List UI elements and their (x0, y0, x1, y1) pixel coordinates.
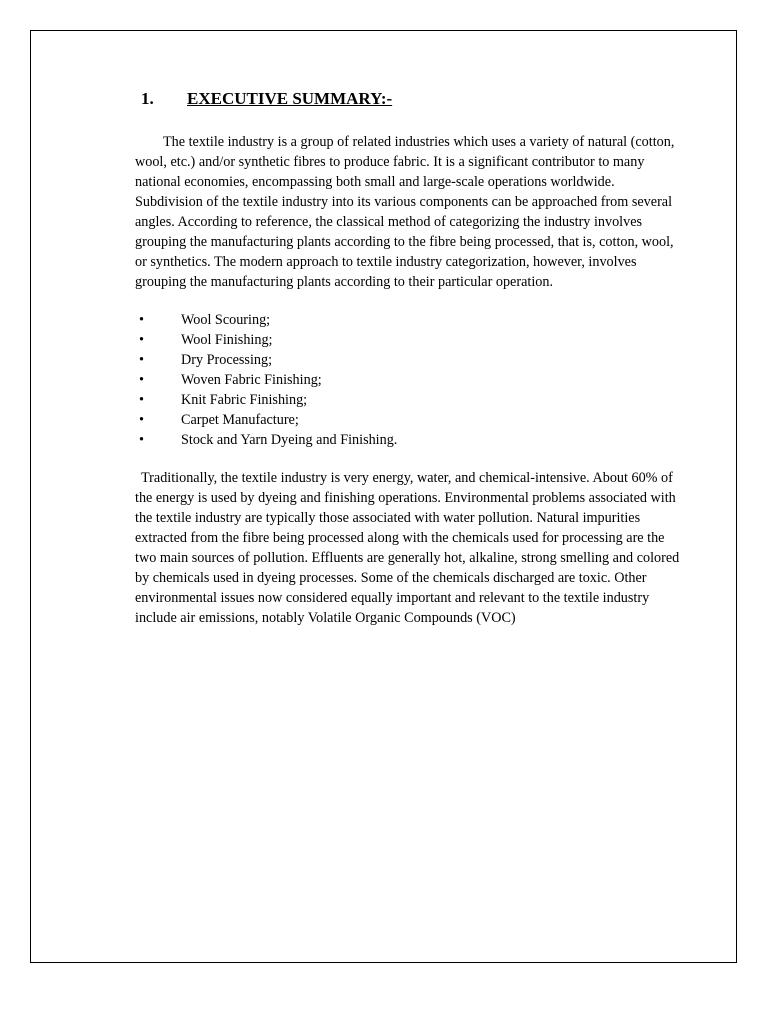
bullet-icon: • (139, 372, 144, 388)
intro-paragraph: The textile industry is a group of related industries which uses a variety of natural (cotton, wool, etc.) and/or synthetic fibres to produce fabric. It is a significant contributor to many national economies, encompassing both small and large-scale operations worldwide. Subdivision of the textile industry into its various components can be approached from several angles. According to reference, the classical method of categorizing the industry involves grouping the manufacturing plants according to the fibre being processed, that is, cotton, wool, or synthetics. The modern approach to textile industry categorization, however, involves grouping the manufacturing plants according to their particular operation. (135, 134, 675, 290)
list-item (135, 390, 680, 410)
list-item-text: Knit Fabric Finishing; (181, 392, 308, 408)
section-title: EXECUTIVE SUMMARY:- (187, 89, 393, 108)
environment-paragraph: Traditionally, the textile industry is very energy, water, and chemical-intensive. About 60% of the energy is used by dyeing and finishing operations. Environmental problems associated with the textile industry are typically those associated with water pollution. Natural impurities extracted from the fibre being processed along with the chemicals used for processing are the two main sources of pollution. Effluents are generally hot, alkaline, strong smelling and colored by chemicals used in dyeing processes. Some of the chemicals discharged are toxic. Other environmental issues now considered equally important and relevant to the textile industry include air emissions, notably Volatile Organic Compounds (VOC) (135, 470, 680, 626)
list-item-text: Woven Fabric Finishing; (181, 372, 322, 388)
bullet-icon: • (139, 312, 144, 328)
list-item (135, 310, 680, 330)
list-item (135, 370, 680, 390)
section-heading (135, 88, 680, 110)
list-item-text: Wool Scouring; (181, 312, 271, 328)
bullet-icon: • (139, 392, 144, 408)
list-item-text: Carpet Manufacture; (181, 412, 299, 428)
list-item (135, 430, 680, 450)
bullet-icon: • (139, 432, 144, 448)
operations-list (135, 310, 680, 450)
bullet-icon: • (139, 412, 144, 428)
section-number: 1. (141, 89, 154, 108)
bullet-icon: • (139, 332, 144, 348)
list-item (135, 410, 680, 430)
bullet-icon: • (139, 352, 144, 368)
list-item-text: Stock and Yarn Dyeing and Finishing. (181, 432, 398, 448)
document-body (135, 88, 680, 628)
list-item-text: Dry Processing; (181, 352, 273, 368)
list-item (135, 350, 680, 370)
list-item (135, 330, 680, 350)
list-item-text: Wool Finishing; (181, 332, 273, 348)
